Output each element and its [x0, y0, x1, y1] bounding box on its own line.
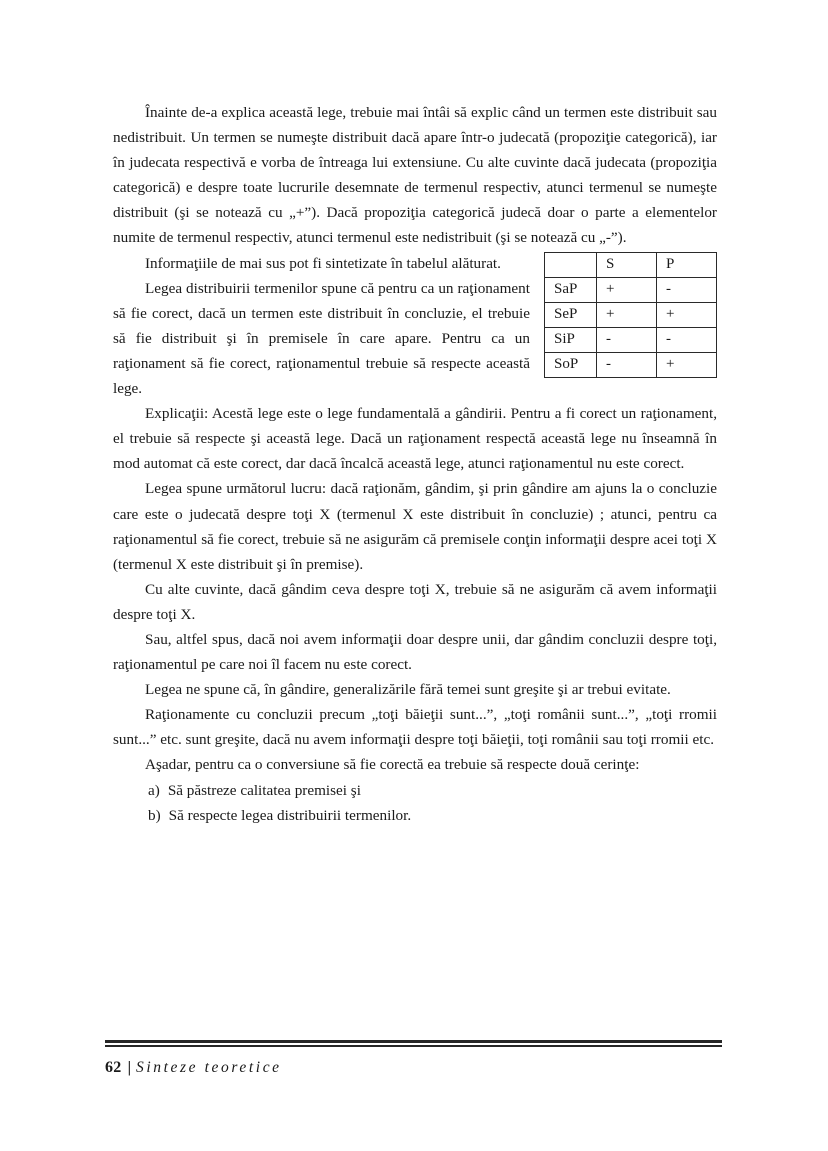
- list-item-marker: a): [148, 781, 160, 799]
- paragraph-4: Explicaţii: Acestă lege este o lege fundamentală a gândirii. Pentru a fi corect un raţionament, el trebuie să respecte şi această lege. Dacă un raţionament respectă această lege nu înseamnă în mod automat că este corect, dar dacă încalcă această lege, atunci raţionamentul nu este corect.: [113, 405, 717, 473]
- paragraph-6: Cu alte cuvinte, dacă gândim ceva despre toţi X, trebuie să ne asigurăm că avem informaţii despre toţi X.: [113, 580, 717, 623]
- table-header-p: P: [657, 252, 717, 277]
- table-cell-p: -: [657, 327, 717, 352]
- list-item: [148, 778, 717, 803]
- paragraph-8: Legea ne spune că, în gândire, generalizările fără temei sunt greşite şi ar trebui evitate.: [145, 681, 671, 699]
- table-row: [545, 352, 717, 377]
- paragraph-9: Raţionamente cu concluzii precum „toţi băieţii sunt...”, „toţi românii sunt...”, „toţi rromii sunt...” etc. sunt greşite, dacă nu avem informaţii despre toţi băieţii, toţi românii sau toţi rromii etc.: [113, 706, 717, 749]
- table-cell-p: +: [657, 302, 717, 327]
- footer-separator: |: [127, 1058, 132, 1076]
- table-cell-s: -: [597, 352, 657, 377]
- footer-rule-bottom: [105, 1045, 722, 1047]
- table-cell-label: SiP: [545, 327, 597, 352]
- list-item-label: Să respecte legea distribuirii termenilor.: [168, 806, 412, 824]
- page-footer: [105, 1040, 722, 1078]
- table-cell-s: +: [597, 302, 657, 327]
- list-item: [148, 803, 717, 828]
- table-cell-p: +: [657, 352, 717, 377]
- table-row: [545, 302, 717, 327]
- paragraph-5: Legea spune următorul lucru: dacă raţionăm, gândim, şi prin gândire am ajuns la o concluzie care este o judecată despre toţi X (termenul X este distribuit în concluzie) ; atunci, pentru ca raţionamentul să fie corect, trebuie să ne asigurăm că premisele conţin informaţii despre acei toţi X (termenul X este distribuit şi în premise).: [113, 480, 717, 573]
- table-header-empty: [545, 252, 597, 277]
- paragraph-3: Legea distribuirii termenilor spune că pentru ca un raţionament să fie corect, dacă un termen este distribuit în concluzie, el trebuie să fie distribuit şi în premisele în care apare. Pentru ca un raţionament să fie corect, raţionamentul trebuie să respecte această lege.: [113, 279, 530, 398]
- table-header-s: S: [597, 252, 657, 277]
- list-item-marker: b): [148, 806, 161, 824]
- table-cell-label: SeP: [545, 302, 597, 327]
- table-header-row: [545, 252, 717, 277]
- table-cell-s: -: [597, 327, 657, 352]
- paragraph-1: Înainte de-a explica această lege, trebuie mai întâi să explic când un termen este distribuit sau nedistribuit. Un termen se numeşte distribuit dacă apare într-o judecată (propoziţie categorică), iar în judecata respectivă e vorba de întreaga lui extensiune. Cu alte cuvinte dacă judecata (propoziţia categorică) e despre toate lucrurile desemnate de termenul respectiv, atunci termenul se numeşte distribuit (şi se notează cu „+”). Dacă propoziţia categorică judecă doar o parte a elementelor numite de termenul respectiv, atunci termenul este nedistribuit (şi se notează cu „-”).: [113, 104, 717, 247]
- page-content: [113, 100, 717, 828]
- table-cell-label: SaP: [545, 277, 597, 302]
- list-item-label: Să păstreze calitatea premisei şi: [167, 781, 361, 799]
- table-row: [545, 277, 717, 302]
- distribution-table-container: [544, 252, 717, 378]
- table-cell-label: SoP: [545, 352, 597, 377]
- table-body: [545, 277, 717, 377]
- paragraph-7: Sau, altfel spus, dacă noi avem informaţii doar despre unii, dar gândim concluzii despre toţi, raţionamentul pe care noi îl facem nu este corect.: [113, 630, 717, 674]
- footer-content: [105, 1058, 722, 1078]
- table-cell-s: +: [597, 277, 657, 302]
- requirements-list: [113, 778, 717, 828]
- footer-title: Sinteze teoretice: [136, 1058, 282, 1076]
- table-row: [545, 327, 717, 352]
- page-number: 62: [105, 1058, 122, 1076]
- table-head: [545, 252, 717, 277]
- paragraph-10: Aşadar, pentru ca o conversiune să fie corectă ea trebuie să respecte două cerinţe:: [145, 756, 640, 774]
- paragraph-2: Informaţiile de mai sus pot fi sintetizate în tabelul alăturat.: [145, 254, 501, 272]
- table-cell-p: -: [657, 277, 717, 302]
- distribution-table: [544, 252, 717, 378]
